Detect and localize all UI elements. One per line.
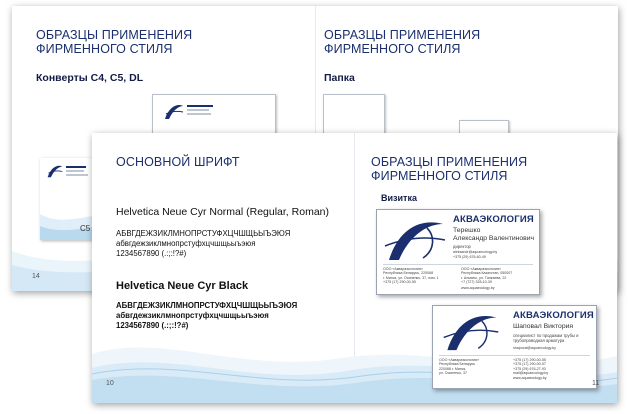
font1-uppercase: АБВГДЕЖЗИКЛМНОПРСТУФХЦЧШЩЬЫЪЭЮЯ bbox=[116, 229, 291, 238]
card1-phone: +375 (29) 676-60-49 bbox=[453, 255, 486, 259]
font2-name: Helvetica Neue Cyr Black bbox=[116, 280, 249, 292]
card2-person: Шаповал Виктория bbox=[513, 323, 574, 330]
cards-section-heading: ОБРАЗЦЫ ПРИМЕНЕНИЯ ФИРМЕННОГО СТИЛЯ bbox=[371, 155, 528, 183]
back-page-number: 14 bbox=[32, 273, 40, 280]
font2-lowercase: абвгдежзиклмнопрстуфхцчшщьыъэюя bbox=[116, 311, 269, 320]
cards-subheading: Визитка bbox=[381, 193, 417, 203]
card1-role: директор bbox=[453, 244, 471, 249]
font2-digits: 1234567890 (.:;:!?#) bbox=[116, 321, 189, 330]
font1-name: Helvetica Neue Cyr Normal (Regular, Roman) bbox=[116, 206, 329, 218]
card1-brand: АКВАЭКОЛОГИЯ bbox=[453, 214, 534, 225]
font1-lowercase: абвгдежзиклмнопрстуфхцчшщьыъэюя bbox=[116, 239, 256, 248]
back-left-subheading: Конверты С4, С5, DL bbox=[36, 72, 144, 84]
back-right-heading: ОБРАЗЦЫ ПРИМЕНЕНИЯ ФИРМЕННОГО СТИЛЯ bbox=[324, 28, 481, 56]
card2-contacts: +375 (17) 290-00-55 +375 (17) 290-00-57 +375 (29) 676-27-93 mail@aquaecology.by www.aquaecology.by bbox=[513, 358, 549, 380]
card1-address-right: ООО «Аквараэкология» Республика Казахстан, 050007 г. Алматы, ул. Танкаева, 22 +7 (727) 328-10-39 bbox=[461, 267, 513, 285]
front-spread bbox=[92, 133, 617, 403]
font2-uppercase: АБВГДЕЖЗИКЛМНОПРСТУФХЦЧШЩЬЫЪЭЮЯ bbox=[116, 301, 298, 310]
card1-person: Терешко Александр Валентинович bbox=[453, 227, 535, 242]
back-right-subheading: Папка bbox=[324, 72, 355, 84]
card2-role: специалист по продажам трубы и трубопроводная арматура bbox=[513, 333, 579, 343]
front-left-page-number: 10 bbox=[106, 380, 114, 387]
font-section-heading: ОСНОВНОЙ ШРИФТ bbox=[116, 155, 240, 169]
folder-front bbox=[323, 94, 385, 136]
envelope-label: C5 bbox=[80, 224, 91, 233]
business-card-1 bbox=[376, 209, 540, 295]
font1-digits: 1234567890 (.:;:!?#) bbox=[116, 249, 187, 258]
card2-brand: АКВАЭКОЛОГИЯ bbox=[513, 310, 594, 321]
card1-address-left: ООО «Аквараэкология» Республика Беларусь, 220068 г. Минск, ул. Осипенко, 37, пом. 1 +375 (17) 290-00-55 bbox=[383, 267, 439, 285]
logo-icon bbox=[46, 164, 64, 179]
logo-icon bbox=[439, 312, 503, 352]
card1-website: www.aquaecology.by bbox=[461, 286, 495, 290]
card2-address: ООО «Аквараэкология» Республика Беларусь 220068 г. Минск, ул. Осипенко, 37 bbox=[439, 358, 479, 376]
front-right-page-number: 11 bbox=[592, 380, 600, 387]
business-card-2 bbox=[432, 305, 600, 389]
back-left-heading: ОБРАЗЦЫ ПРИМЕНЕНИЯ ФИРМЕННОГО СТИЛЯ bbox=[36, 28, 193, 56]
logo-icon bbox=[163, 103, 185, 121]
logo-icon bbox=[383, 218, 447, 262]
card2-email: shapoval@aquaecology.by bbox=[513, 346, 556, 350]
card1-email: aleksandr@aquaecology.by bbox=[453, 250, 498, 254]
